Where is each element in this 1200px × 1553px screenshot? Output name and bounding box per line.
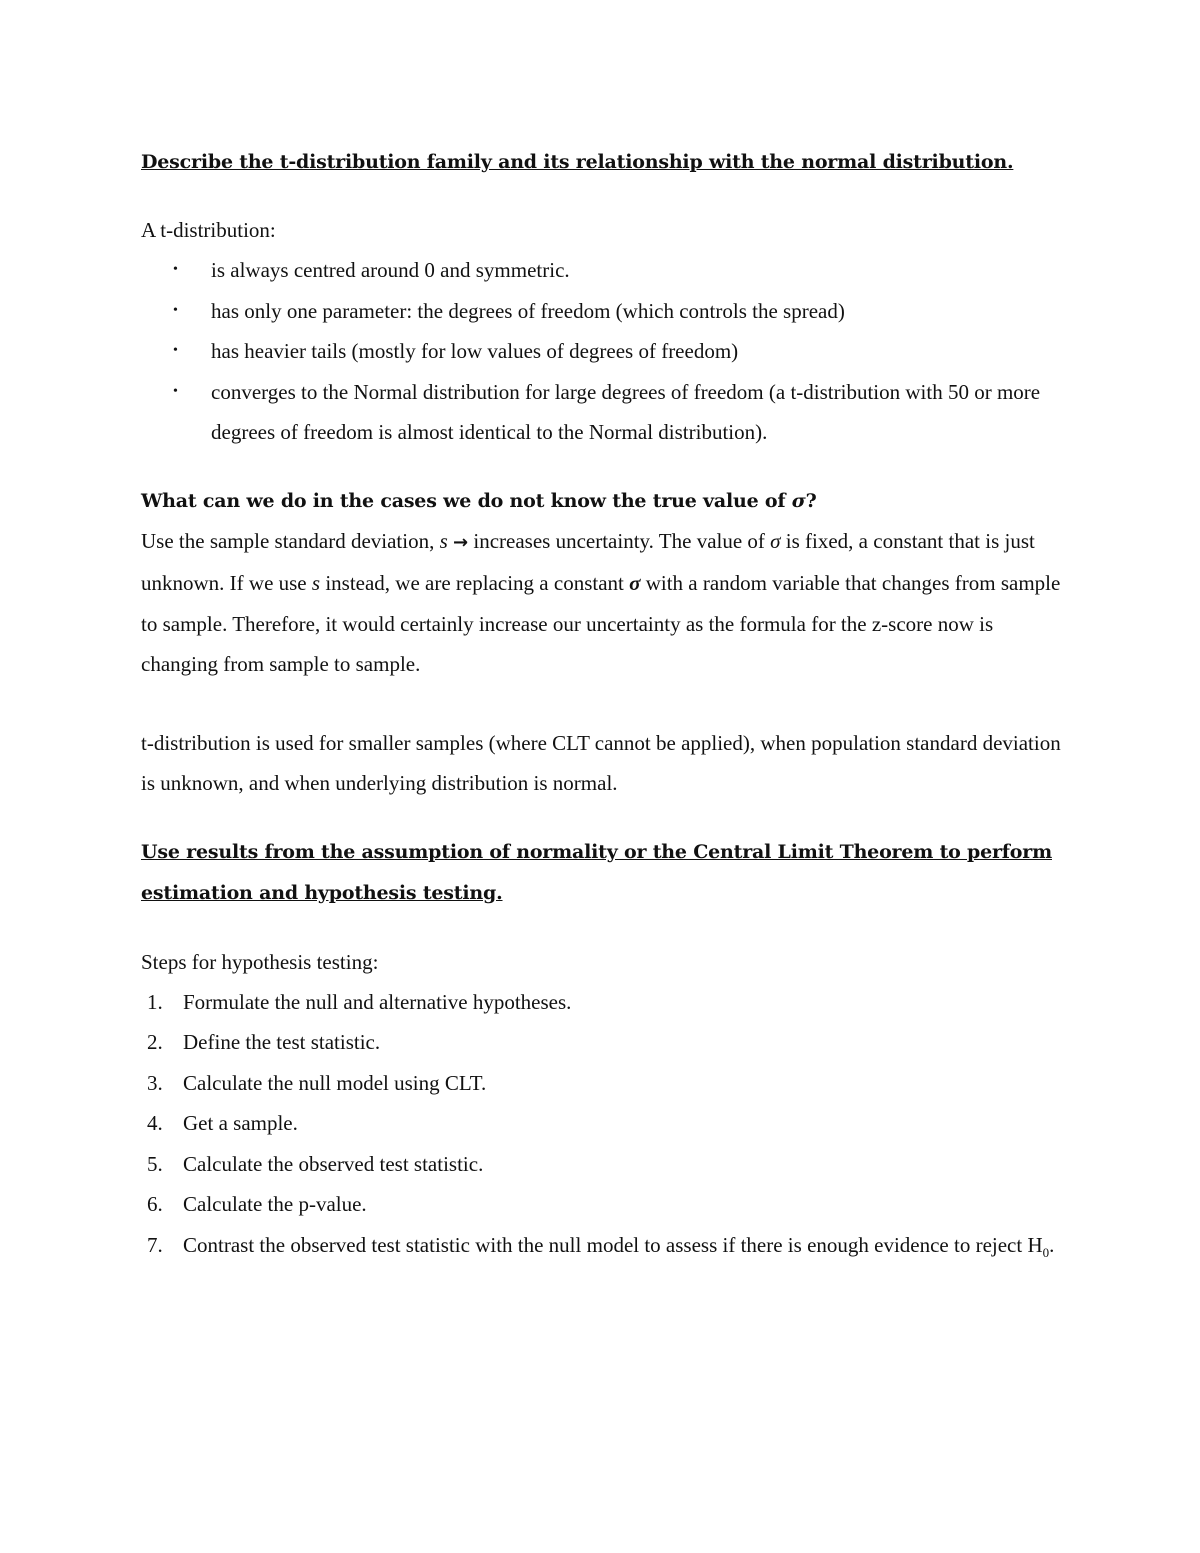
list-item <box>141 1184 1061 1225</box>
list-item <box>141 1063 1061 1104</box>
bullet-icon: • <box>173 383 178 399</box>
step-number: 6. <box>147 1192 163 1216</box>
list-item <box>141 331 1061 372</box>
list-item <box>141 291 1061 332</box>
hypothesis-steps-list <box>141 982 1061 1274</box>
step-text: Calculate the null model using CLT. <box>183 1070 487 1095</box>
step-number: 7. <box>147 1232 163 1257</box>
sigma-symbol: σ <box>770 528 781 553</box>
h0-subscript: 0 <box>1042 1244 1050 1260</box>
bullet-text: is always centred around 0 and symmetric. <box>211 258 570 282</box>
section-heading-t-distribution: Describe the t-distribution family and its relationship with the normal distribution. <box>141 151 1014 173</box>
section-heading-hypothesis-testing: Use results from the assumption of normality or the Central Limit Theorem to perform estimation and hypothesis testing. <box>141 840 1052 904</box>
intro-t-distribution: A t-distribution: <box>141 218 276 242</box>
bullet-text: converges to the Normal distribution for large degrees of freedom (a t-distribution with 50 or more degrees of freedom is almost identical to the Normal distribution). <box>211 379 1041 444</box>
text-fragment: increases uncertainty. The value of <box>468 528 771 553</box>
arrow-right-icon: → <box>453 531 469 553</box>
list-item <box>141 982 1061 1023</box>
list-item <box>141 372 1061 453</box>
text-fragment: is fixed, a constant that is just unknown. If we use <box>141 528 1035 595</box>
step-number: 4. <box>147 1111 163 1135</box>
bullet-text: has heavier tails (mostly for low values of degrees of freedom) <box>211 339 739 363</box>
list-item <box>141 1144 1061 1185</box>
sigma-symbol: σ <box>791 489 806 512</box>
list-item <box>141 1225 1061 1274</box>
bullet-icon: • <box>173 262 178 277</box>
list-item <box>141 1022 1061 1063</box>
heading-question-mark: ? <box>805 489 817 512</box>
step-text: Get a sample. <box>183 1111 298 1135</box>
bullet-icon: • <box>173 302 178 318</box>
s-symbol: s <box>439 528 448 553</box>
heading-text: What can we do in the cases we do not know the true value of <box>141 489 792 512</box>
document-page <box>141 142 1061 1273</box>
step-text: Calculate the p-value. <box>183 1192 367 1216</box>
step-text: Contrast the observed test statistic with the null model to assess if there is enough evidence to reject H <box>183 1232 1043 1257</box>
bullet-text: has only one parameter: the degrees of freedom (which controls the spread) <box>211 298 845 323</box>
paragraph-t-distribution-usage: t-distribution is used for smaller samples (where CLT cannot be applied), when population standard deviation is unknown, and when underlying distribution is normal. <box>141 730 1061 795</box>
step-text: Define the test statistic. <box>183 1030 381 1054</box>
list-item <box>141 250 1061 291</box>
list-item <box>141 1103 1061 1144</box>
text-fragment: with a random variable that changes from sample to sample. Therefore, it would certainly increase our uncertainty as the formula for the z-score now is changing from sample to sample. <box>141 571 1061 676</box>
step-number: 2. <box>147 1030 163 1054</box>
bullet-icon: • <box>173 343 178 358</box>
s-symbol: s <box>311 571 321 595</box>
step-number: 1. <box>147 989 163 1014</box>
step-number: 5. <box>147 1151 163 1176</box>
step-text: Calculate the observed test statistic. <box>183 1151 484 1176</box>
t-distribution-bullet-list <box>141 250 1061 453</box>
text-fragment: Use the sample standard deviation, <box>141 528 440 553</box>
text-fragment: instead, we are replacing a constant <box>320 571 630 595</box>
step-end-period: . <box>1049 1232 1055 1257</box>
section-heading-unknown-sigma <box>141 481 1061 521</box>
paragraph-sample-sd <box>141 521 1061 685</box>
intro-steps: Steps for hypothesis testing: <box>141 949 379 974</box>
sigma-symbol: σ <box>629 571 641 595</box>
step-number: 3. <box>147 1070 163 1095</box>
step-text: Formulate the null and alternative hypotheses. <box>183 989 572 1014</box>
